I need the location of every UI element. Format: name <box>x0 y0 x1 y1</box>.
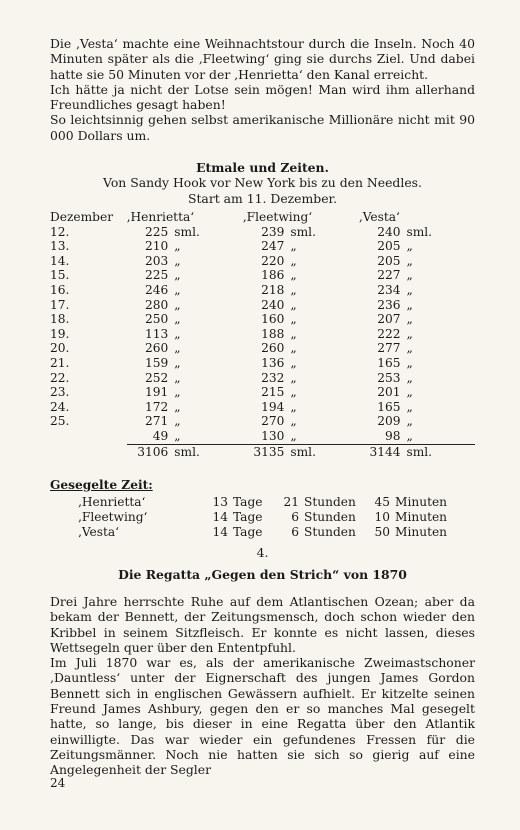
sailed-row <box>78 510 447 525</box>
sailed-time-heading <box>50 478 475 492</box>
minutes-value: 50 <box>374 525 390 539</box>
daily-runs-table <box>50 210 475 459</box>
ditto-mark: „ <box>290 239 297 254</box>
ditto-mark: „ <box>174 297 181 312</box>
body-paragraph-1: Drei Jahre herrschte Ruhe auf dem Atlantischen Ozean; aber da bekam der Bennett, der Zeitungsmensch, doch schon wieder den Kribbel in seinem Sitzfleisch. Er konnte es nicht lassen, dieses Wettsegeln quer über den Ententpfuhl. <box>50 594 475 655</box>
table-header-row <box>50 210 475 225</box>
run-value: 130 <box>243 429 285 444</box>
run-value: 172 <box>145 399 169 414</box>
day-cell: 12. <box>50 224 70 239</box>
run-value: 280 <box>145 297 169 312</box>
run-value: 136 <box>261 355 285 370</box>
start-line: Start am 11. Dezember. <box>187 191 338 206</box>
ditto-mark: „ <box>290 268 297 283</box>
ditto-mark: „ <box>174 385 181 400</box>
run-value: 253 <box>377 370 401 385</box>
day-cell: 18. <box>50 312 70 327</box>
unit-label: sml. <box>168 444 242 459</box>
ditto-mark: „ <box>174 239 181 254</box>
run-value: 159 <box>145 355 169 370</box>
ditto-mark: „ <box>174 370 181 385</box>
ditto-mark: „ <box>290 312 297 327</box>
days-value: 14 <box>212 525 228 539</box>
run-value: 205 <box>377 253 401 268</box>
run-value: 232 <box>261 370 285 385</box>
header-henrietta: ‚Henrietta‘ <box>126 210 195 224</box>
yacht-name: ‚Fleetwing‘ <box>78 510 148 524</box>
ditto-mark: „ <box>406 253 413 268</box>
table-row <box>50 239 475 254</box>
unit-label: sml. <box>284 444 358 459</box>
day-cell: 20. <box>50 341 70 356</box>
table-row <box>50 268 475 283</box>
ditto-mark: „ <box>290 414 297 429</box>
run-value: 225 <box>145 268 169 283</box>
ditto-mark: „ <box>174 399 181 414</box>
intro-text <box>50 36 475 143</box>
run-value: 165 <box>377 355 401 370</box>
chapter-number: 4. <box>256 545 269 560</box>
ditto-mark: „ <box>284 429 358 444</box>
yacht-name: ‚Henrietta‘ <box>78 495 146 509</box>
run-value: 210 <box>145 239 169 254</box>
minutes-value: 10 <box>374 510 390 524</box>
intro-paragraph-2: Ich hätte ja nicht der Lotse sein mögen! Man wird ihm allerhand Freundliches gesagt haben! <box>50 81 475 113</box>
ditto-mark: „ <box>406 326 413 341</box>
run-value: 194 <box>261 399 285 414</box>
run-value: 239 <box>261 224 285 239</box>
day-cell: 15. <box>50 268 70 283</box>
ditto-mark: „ <box>290 370 297 385</box>
run-value: 247 <box>261 239 285 254</box>
intro-paragraph-3: So leichtsinnig gehen selbst amerikanische Millionäre nicht mit 90 000 Dollars um. <box>50 112 475 143</box>
ditto-mark: „ <box>406 268 413 283</box>
run-value: 222 <box>377 326 401 341</box>
body-text <box>50 594 475 778</box>
run-value: 240 <box>261 297 285 312</box>
ditto-mark: „ <box>406 370 413 385</box>
table-row <box>50 341 475 356</box>
ditto-mark: „ <box>406 385 413 400</box>
sailed-heading: Gesegelte Zeit: <box>50 478 153 492</box>
hours-unit: Stunden <box>304 510 356 524</box>
day-cell: 16. <box>50 282 70 297</box>
day-cell: 23. <box>50 385 70 400</box>
ditto-mark: „ <box>290 355 297 370</box>
run-value: 240 <box>377 224 401 239</box>
sailed-row <box>78 525 447 540</box>
table-row <box>50 400 475 415</box>
days-value: 13 <box>212 495 228 509</box>
run-value: 246 <box>145 282 169 297</box>
run-value: 215 <box>261 385 285 400</box>
header-vesta: ‚Vesta‘ <box>358 210 400 224</box>
day-cell: 24. <box>50 399 70 414</box>
run-value: 186 <box>261 268 285 283</box>
total-value: 3144 <box>359 444 401 459</box>
ditto-mark: „ <box>174 341 181 356</box>
run-value: 201 <box>377 385 401 400</box>
run-value: 225 <box>145 224 169 239</box>
unit-label: sml. <box>400 444 475 459</box>
table-row <box>50 327 475 342</box>
ditto-mark: „ <box>168 429 242 444</box>
intro-paragraph-1: Die ‚Vesta‘ machte eine Weihnachtstour durch die Inseln. Noch 40 Minuten später als die ‚Fleetwing‘ ging sie durchs Ziel. Und dabei hatte sie 50 Minuten vor der ‚Henrietta‘ den Kanal erreicht. <box>50 36 475 82</box>
table-row <box>50 429 475 444</box>
day-cell: 13. <box>50 239 70 254</box>
minutes-unit: Minuten <box>395 510 448 524</box>
day-cell: 14. <box>50 253 70 268</box>
ditto-mark: „ <box>406 239 413 254</box>
day-cell: 19. <box>50 326 70 341</box>
table-row <box>50 414 475 429</box>
run-value: 234 <box>377 282 401 297</box>
table-row <box>50 371 475 386</box>
section-title: Etmale und Zeiten. <box>196 160 329 175</box>
run-value: 218 <box>261 282 285 297</box>
ditto-mark: „ <box>290 326 297 341</box>
run-value: 236 <box>377 297 401 312</box>
chapter-title: Die Regatta „Gegen den Strich“ von 1870 <box>118 567 407 582</box>
ditto-mark: „ <box>290 341 297 356</box>
day-cell: 25. <box>50 414 70 429</box>
hours-value: 6 <box>291 525 299 539</box>
day-cell: 17. <box>50 297 70 312</box>
ditto-mark: „ <box>174 414 181 429</box>
total-value: 3135 <box>243 444 285 459</box>
run-value: 209 <box>377 414 401 429</box>
run-value: 260 <box>261 341 285 356</box>
ditto-mark: „ <box>406 282 413 297</box>
ditto-mark: „ <box>174 326 181 341</box>
ditto-mark: „ <box>174 282 181 297</box>
ditto-mark: „ <box>406 399 413 414</box>
page-number: 24 <box>50 776 66 790</box>
ditto-mark: „ <box>406 355 413 370</box>
run-value: 188 <box>261 326 285 341</box>
run-value: 49 <box>127 429 169 444</box>
run-value: 220 <box>261 253 285 268</box>
table-row <box>50 254 475 269</box>
table-row <box>50 356 475 371</box>
run-value: 207 <box>377 312 401 327</box>
days-value: 14 <box>212 510 228 524</box>
ditto-mark: „ <box>406 312 413 327</box>
run-value: 227 <box>377 268 401 283</box>
table-row <box>50 298 475 313</box>
minutes-unit: Minuten <box>395 525 448 539</box>
run-value: 277 <box>377 341 401 356</box>
ditto-mark: „ <box>290 253 297 268</box>
table-row <box>50 385 475 400</box>
total-value: 3106 <box>127 444 169 459</box>
header-fleetwing: ‚Fleetwing‘ <box>242 210 313 224</box>
ditto-mark: „ <box>174 253 181 268</box>
ditto-mark: „ <box>400 429 475 444</box>
run-value: 250 <box>145 312 169 327</box>
totals-spacer <box>50 444 127 459</box>
run-value: 271 <box>145 414 169 429</box>
run-value: 203 <box>145 253 169 268</box>
day-cell <box>50 429 127 444</box>
minutes-value: 45 <box>374 495 390 509</box>
ditto-mark: „ <box>290 297 297 312</box>
ditto-mark: „ <box>290 385 297 400</box>
run-value: 270 <box>261 414 285 429</box>
run-value: 165 <box>377 399 401 414</box>
body-paragraph-2: Im Juli 1870 war es, als der amerikanische Zweimastschoner ‚Dauntless‘ unter der Eignerschaft des jungen James Gordon Bennett sich in englischen Gewässern aufhielt. Er kitzelte seinen Freund James Ashbury, gegen den er so manches Mal gesegelt hatte, so lange, bis dieser in eine Regatta über den Atlantik einwilligte. Das war wieder ein gefundenes Fressen für die Zeitungsmänner. Noch nie hatten sie sich so gierig auf eine Angelegenheit der Segler <box>50 655 475 778</box>
route-line: Von Sandy Hook vor New York bis zu den Needles. <box>103 175 422 190</box>
unit-label: sml. <box>174 224 200 239</box>
ditto-mark: „ <box>406 297 413 312</box>
days-unit: Tage <box>233 510 263 524</box>
hours-value: 21 <box>283 495 299 509</box>
ditto-mark: „ <box>174 312 181 327</box>
hours-value: 6 <box>291 510 299 524</box>
ditto-mark: „ <box>290 399 297 414</box>
ditto-mark: „ <box>406 414 413 429</box>
hours-unit: Stunden <box>304 495 356 509</box>
ditto-mark: „ <box>174 268 181 283</box>
header-december: Dezember <box>50 210 114 224</box>
run-value: 113 <box>145 326 169 341</box>
days-unit: Tage <box>233 525 263 539</box>
sailed-row <box>78 495 447 510</box>
day-cell: 21. <box>50 355 70 370</box>
days-unit: Tage <box>233 495 263 509</box>
day-cell: 22. <box>50 370 70 385</box>
unit-label: sml. <box>290 224 316 239</box>
run-value: 98 <box>359 429 401 444</box>
ditto-mark: „ <box>290 282 297 297</box>
run-value: 252 <box>145 370 169 385</box>
table-row <box>50 312 475 327</box>
ditto-mark: „ <box>406 341 413 356</box>
run-value: 191 <box>145 385 169 400</box>
table-row <box>50 283 475 298</box>
run-value: 160 <box>261 312 285 327</box>
unit-label: sml. <box>406 224 433 239</box>
run-value: 260 <box>145 341 169 356</box>
sailed-time-table <box>78 495 447 540</box>
run-value: 205 <box>377 239 401 254</box>
table-row <box>50 225 475 240</box>
minutes-unit: Minuten <box>395 495 448 509</box>
ditto-mark: „ <box>174 355 181 370</box>
hours-unit: Stunden <box>304 525 356 539</box>
yacht-name: ‚Vesta‘ <box>78 525 120 539</box>
totals-row <box>50 444 475 459</box>
